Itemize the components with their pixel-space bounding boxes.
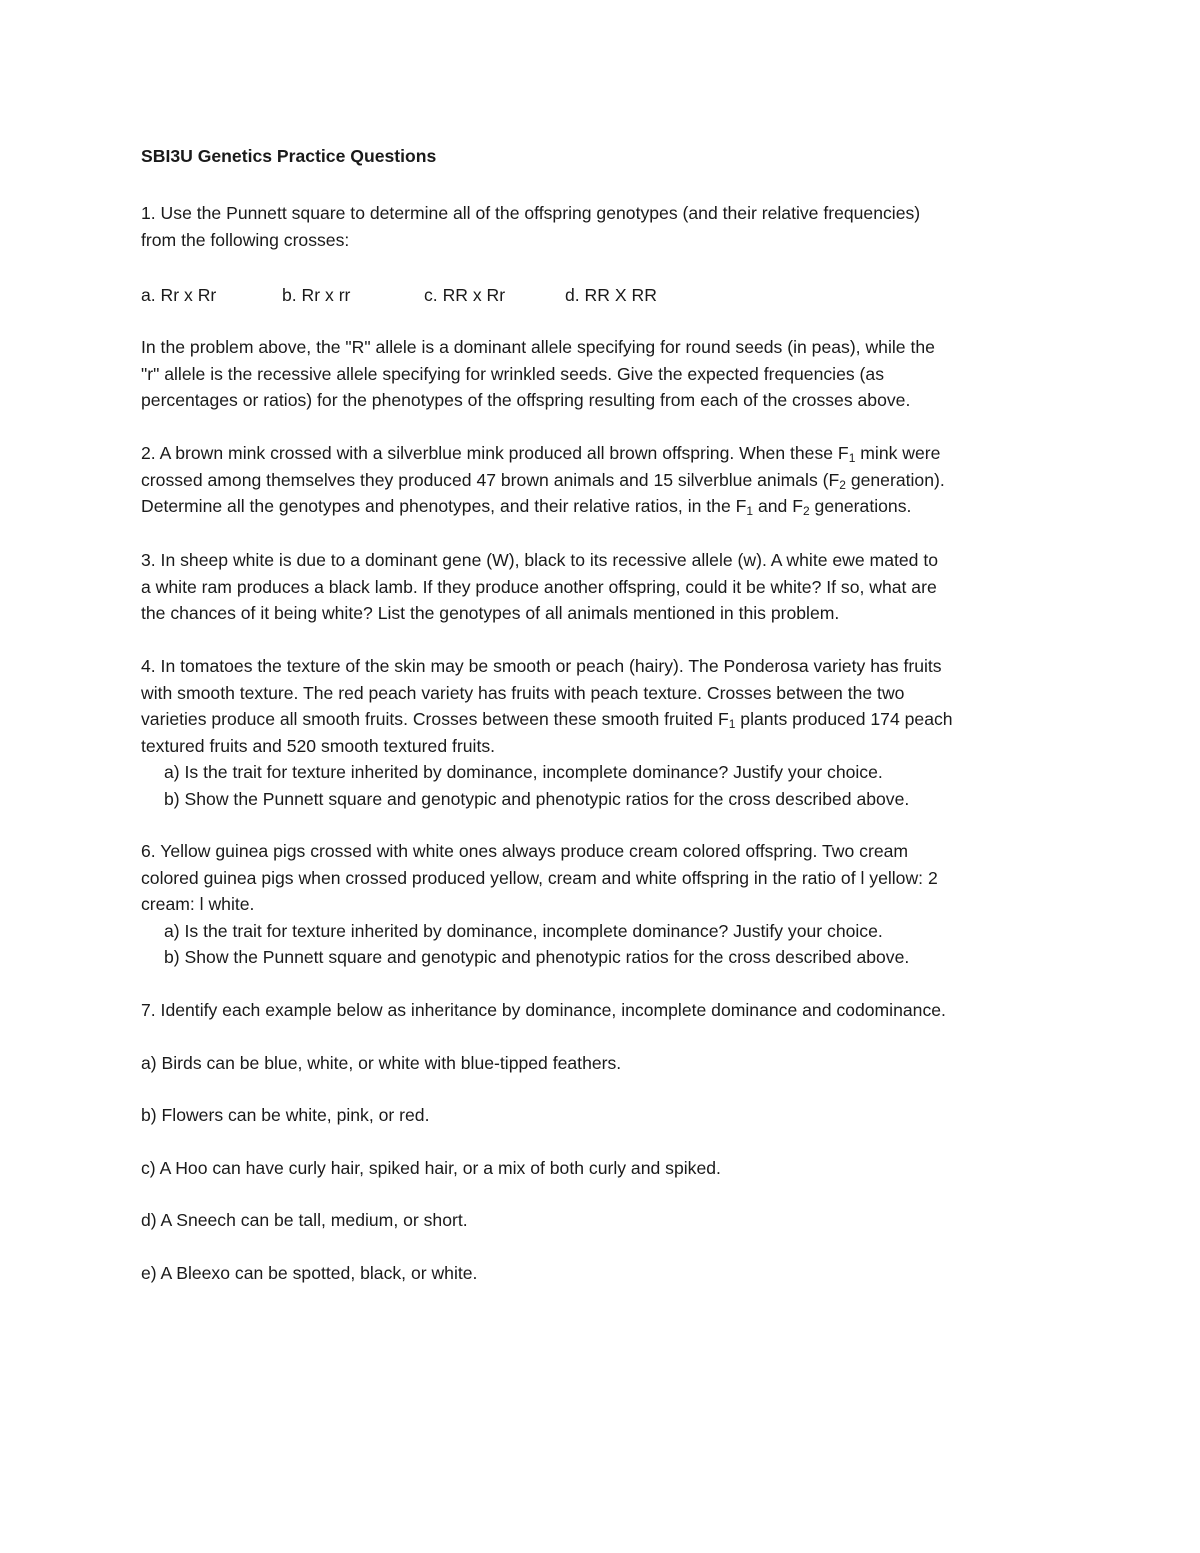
question-1	[141, 200, 1071, 253]
question-2-line-1: 2. A brown mink crossed with a silverblue mink produced all brown offspring. When these $F_1$ mink were	[141, 443, 941, 465]
question-6-part-a: a) Is the trait for texture inherited by dominance, incomplete dominance? Justify your choice.	[164, 920, 883, 941]
question-4	[141, 653, 1071, 812]
followup-line-1: In the problem above, the "R" allele is a dominant allele specifying for round seeds (in peas), while the	[141, 337, 935, 357]
followup-line-2: "r" allele is the recessive allele specifying for wrinkled seeds. Give the expected frequencies (as	[141, 363, 884, 384]
question-6-line-3: cream: l white.	[141, 894, 255, 914]
question-4-line-1: 4. In tomatoes the texture of the skin may be smooth or peach (hairy). The Ponderosa variety has fruits	[141, 656, 942, 676]
question-7-item-e: e) A Bleexo can be spotted, black, or white.	[141, 1263, 478, 1283]
question-7-prompt: 7. Identify each example below as inheritance by dominance, incomplete dominance and codominance.	[141, 1000, 946, 1020]
followup-line-3: percentages or ratios) for the phenotypes of the offspring resulting from each of the crosses above.	[141, 390, 911, 410]
question-2-line-3: Determine all the genotypes and phenotypes, and their relative ratios, in the $F_1$ and $F_2$ generations.	[141, 496, 912, 518]
question-1-followup	[141, 334, 1071, 414]
question-3-line-3: the chances of it being white? List the genotypes of all animals mentioned in this problem.	[141, 603, 840, 623]
question-4-line-4: textured fruits and 520 smooth textured fruits.	[141, 735, 496, 756]
question-2-line-2: crossed among themselves they produced 47 brown animals and 15 silverblue animals ($F_2$ generation).	[141, 469, 945, 492]
cross-c: c. RR x Rr	[424, 285, 506, 305]
question-1-line-2: from the following crosses:	[141, 229, 350, 250]
question-7-item-a: a) Birds can be blue, white, or white with blue-tipped feathers.	[141, 1053, 622, 1073]
cross-d: d. RR X RR	[565, 285, 657, 305]
question-1-crosses	[141, 282, 741, 308]
question-6	[141, 838, 1071, 971]
cross-b: b. Rr x rr	[282, 285, 351, 305]
question-3	[141, 547, 1071, 627]
question-6-line-2: colored guinea pigs when crossed produced yellow, cream and white offspring in the ratio of l yellow: 2	[141, 867, 938, 888]
question-4-part-a: a) Is the trait for texture inherited by dominance, incomplete dominance? Justify your choice.	[164, 762, 883, 782]
question-6-line-1: 6. Yellow guinea pigs crossed with white ones always produce cream colored offspring. Two cream	[141, 841, 909, 861]
question-4-line-2: with smooth texture. The red peach variety has fruits with peach texture. Crosses between the two	[141, 682, 905, 703]
page-title: SBI3U Genetics Practice Questions	[141, 146, 437, 166]
question-3-line-2: a white ram produces a black lamb. If they produce another offspring, could it be white? If so, what are	[141, 576, 937, 597]
question-7-item-d: d) A Sneech can be tall, medium, or short.	[141, 1210, 468, 1230]
question-4-part-b: b) Show the Punnett square and genotypic and phenotypic ratios for the cross described above.	[164, 788, 910, 809]
question-4-line-3: varieties produce all smooth fruits. Crosses between these smooth fruited $F_1$ plants produced 174 peach	[141, 709, 953, 731]
cross-a: a. Rr x Rr	[141, 285, 217, 305]
question-7-item-b: b) Flowers can be white, pink, or red.	[141, 1105, 430, 1125]
question-7-item-c: c) A Hoo can have curly hair, spiked hair, or a mix of both curly and spiked.	[141, 1158, 721, 1178]
question-1-line-1: 1. Use the Punnett square to determine all of the offspring genotypes (and their relative frequencies)	[141, 203, 921, 223]
question-2	[141, 440, 1071, 520]
question-3-line-1: 3. In sheep white is due to a dominant gene (W), black to its recessive allele (w). A white ewe mated to	[141, 550, 939, 570]
question-6-part-b: b) Show the Punnett square and genotypic and phenotypic ratios for the cross described above.	[164, 947, 910, 967]
